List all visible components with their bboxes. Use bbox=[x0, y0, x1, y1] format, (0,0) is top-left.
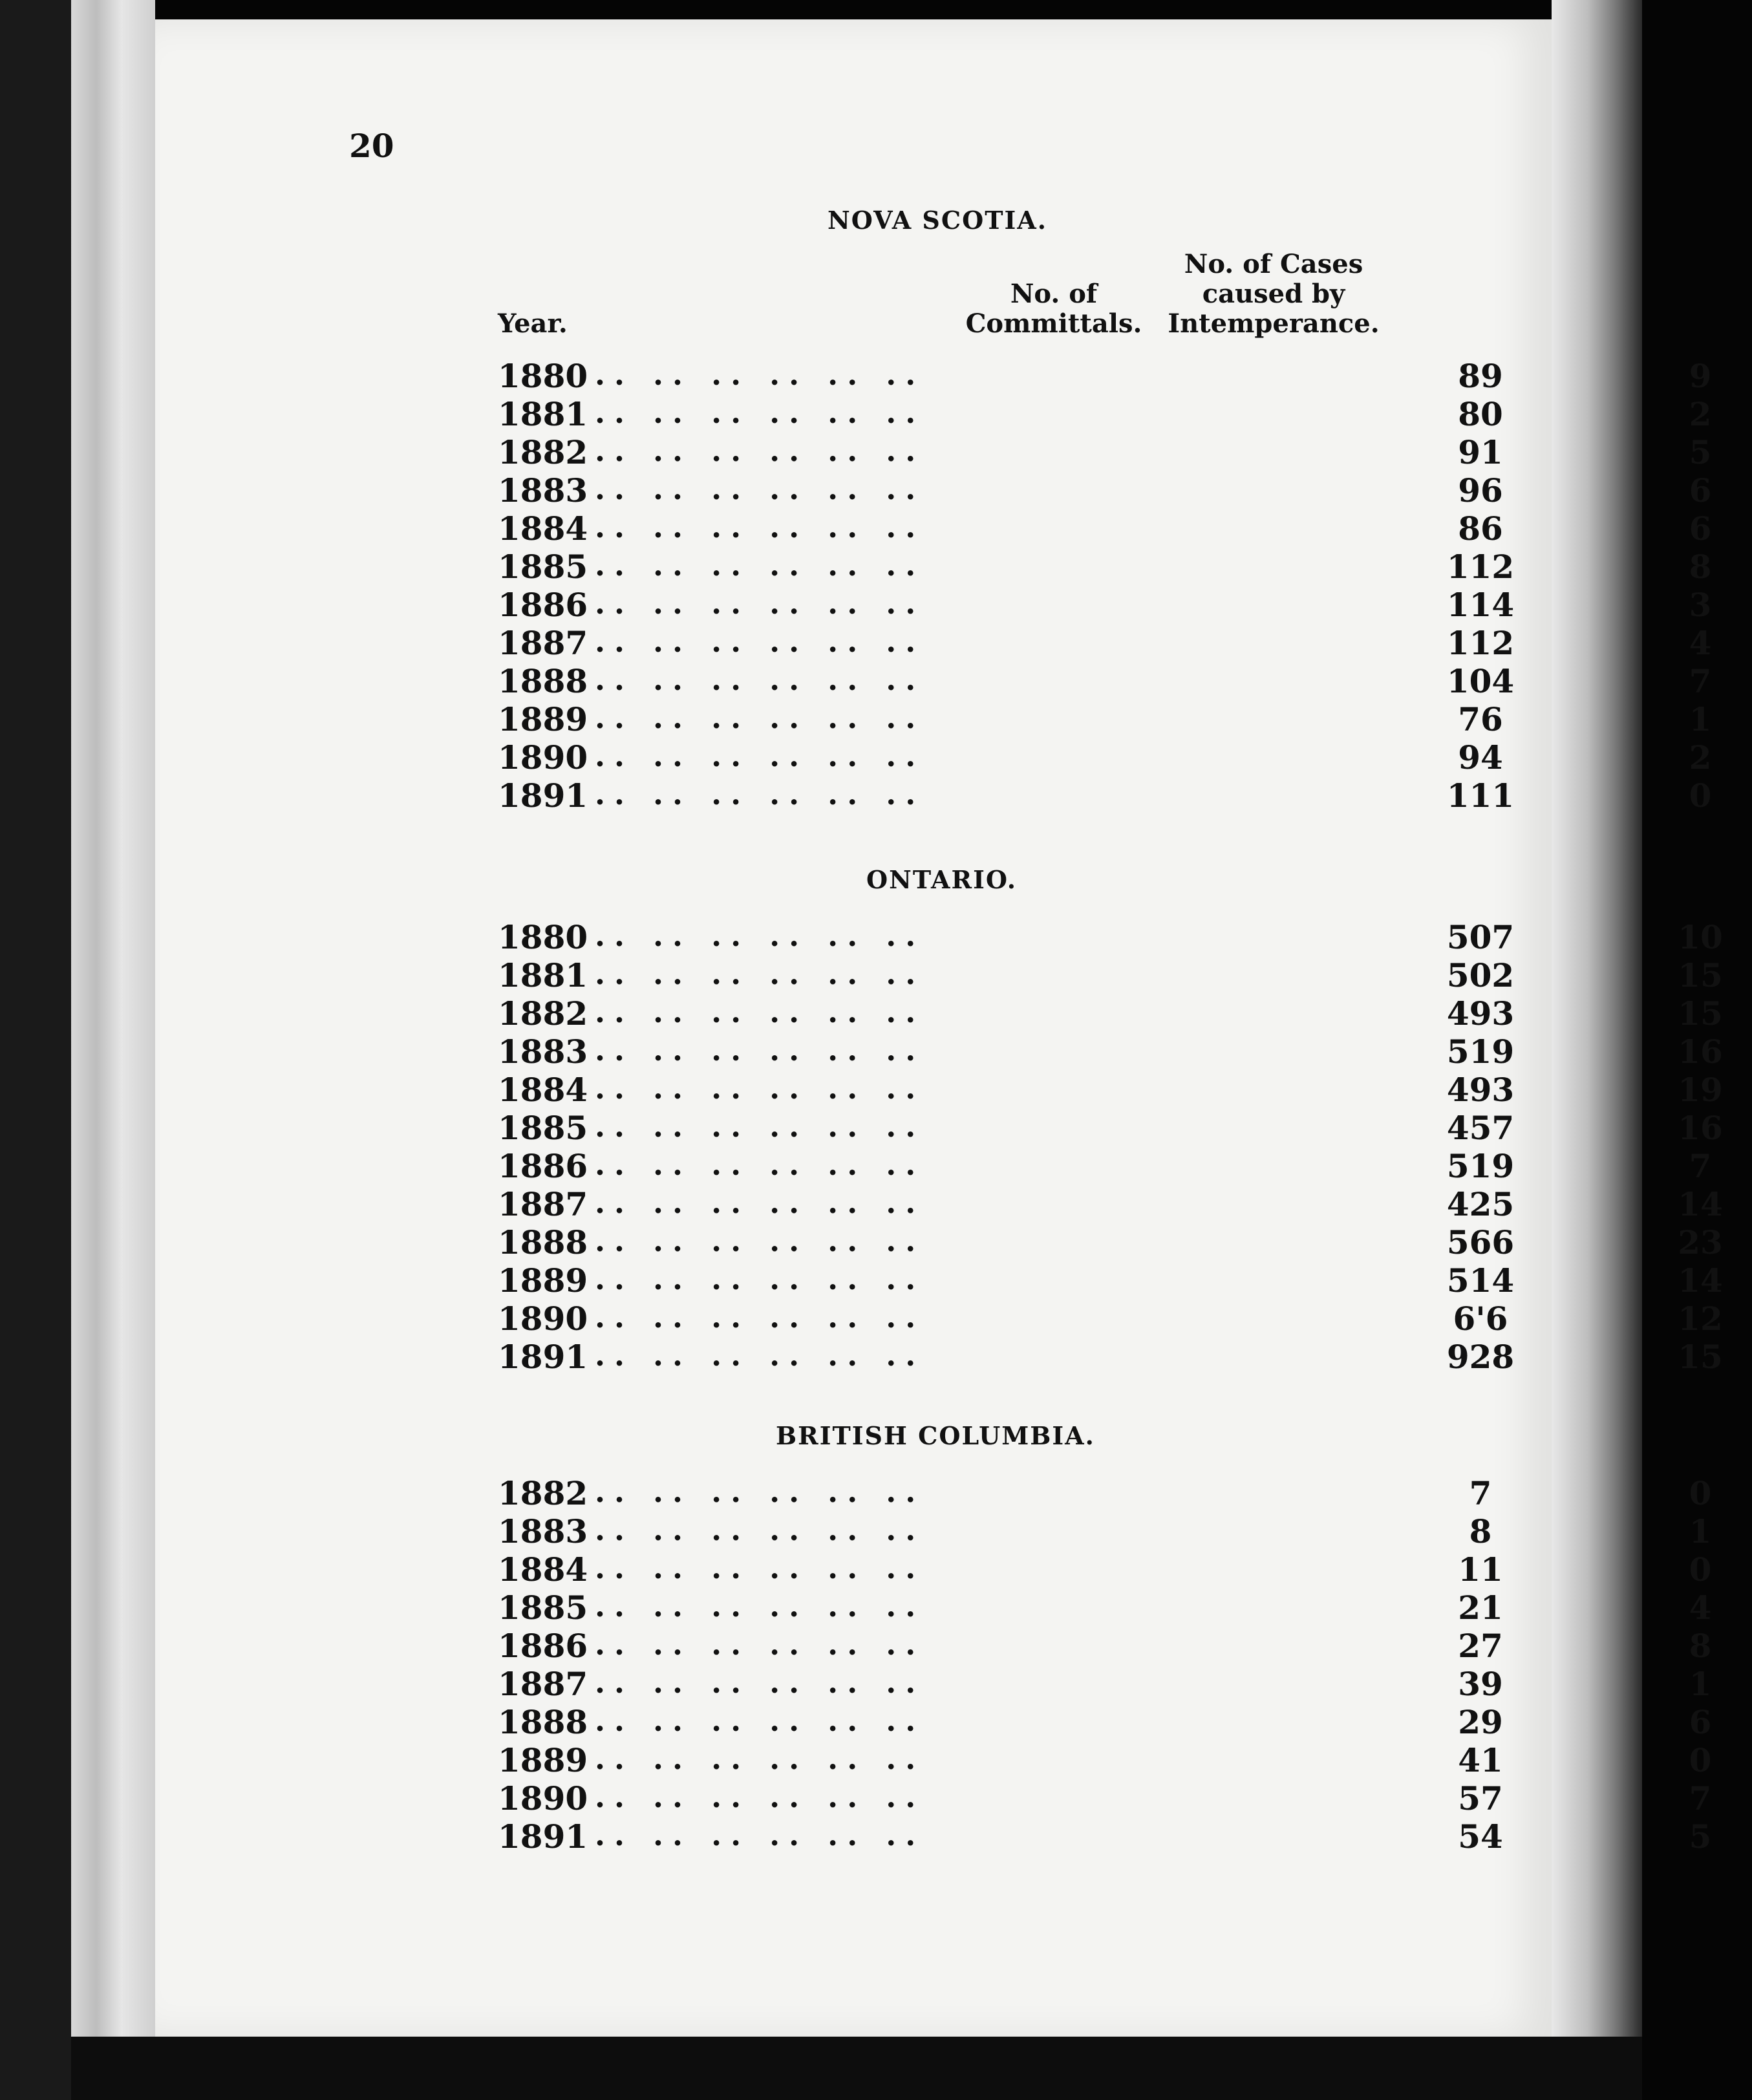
row-leader-dots: .. .. .. .. .. .. bbox=[595, 1033, 925, 1067]
header-committals-line2: Committals. bbox=[965, 308, 1142, 339]
row-leader-dots: .. .. .. .. .. .. bbox=[595, 586, 925, 621]
row-cases: 15 bbox=[1678, 994, 1723, 1033]
row-leader-dots: .. .. .. .. .. .. bbox=[595, 918, 925, 953]
row-committals: 54 bbox=[1458, 1817, 1503, 1856]
row-year: 1891 bbox=[498, 777, 588, 815]
row-leader-dots: .. .. .. .. .. .. bbox=[595, 1589, 925, 1623]
row-cases: 6 bbox=[1689, 509, 1712, 548]
page-edges-stack bbox=[71, 0, 155, 2100]
row-leader-dots: .. .. .. .. .. .. bbox=[595, 777, 925, 811]
row-committals: 104 bbox=[1446, 662, 1515, 700]
row-cases: 6 bbox=[1689, 1703, 1712, 1741]
row-year: 1881 bbox=[498, 956, 588, 994]
row-year: 1880 bbox=[498, 357, 588, 395]
row-committals: 86 bbox=[1458, 509, 1503, 548]
row-committals: 76 bbox=[1458, 700, 1503, 738]
row-leader-dots: .. .. .. .. .. .. bbox=[595, 357, 925, 392]
row-committals: 114 bbox=[1446, 586, 1515, 624]
header-year-label: Year. bbox=[498, 308, 568, 339]
row-cases: 8 bbox=[1689, 548, 1712, 586]
row-committals: 21 bbox=[1458, 1589, 1503, 1627]
header-committals-line1: No. of bbox=[1010, 279, 1098, 309]
row-year: 1882 bbox=[498, 994, 588, 1033]
row-committals: 8 bbox=[1469, 1512, 1492, 1550]
row-committals: 425 bbox=[1446, 1185, 1515, 1223]
row-leader-dots: .. .. .. .. .. .. bbox=[595, 1474, 925, 1509]
row-leader-dots: .. .. .. .. .. .. bbox=[595, 624, 925, 659]
row-committals: 493 bbox=[1446, 994, 1515, 1033]
row-year: 1885 bbox=[498, 1589, 588, 1627]
row-committals: 502 bbox=[1446, 956, 1515, 994]
row-year: 1886 bbox=[498, 1627, 588, 1665]
row-year: 1888 bbox=[498, 1223, 588, 1261]
row-cases: 2 bbox=[1689, 738, 1712, 777]
row-leader-dots: .. .. .. .. .. .. bbox=[595, 1550, 925, 1585]
row-leader-dots: .. .. .. .. .. .. bbox=[595, 956, 925, 991]
row-leader-dots: .. .. .. .. .. .. bbox=[595, 509, 925, 544]
row-year: 1883 bbox=[498, 471, 588, 509]
row-cases: 14 bbox=[1678, 1185, 1723, 1223]
row-cases: 8 bbox=[1689, 1627, 1712, 1665]
row-year: 1887 bbox=[498, 1185, 588, 1223]
row-cases: 7 bbox=[1689, 1779, 1712, 1817]
row-cases: 10 bbox=[1678, 918, 1723, 956]
header-year bbox=[498, 309, 595, 339]
row-cases: 7 bbox=[1689, 1147, 1712, 1185]
row-committals: 566 bbox=[1446, 1223, 1515, 1261]
row-year: 1885 bbox=[498, 548, 588, 586]
row-year: 1884 bbox=[498, 1071, 588, 1109]
row-leader-dots: .. .. .. .. .. .. bbox=[595, 433, 925, 468]
row-leader-dots: .. .. .. .. .. .. bbox=[595, 1071, 925, 1106]
row-committals: 519 bbox=[1446, 1147, 1515, 1185]
row-year: 1886 bbox=[498, 586, 588, 624]
row-leader-dots: .. .. .. .. .. .. bbox=[595, 1665, 925, 1700]
row-cases: 6 bbox=[1689, 471, 1712, 509]
row-committals: 91 bbox=[1458, 433, 1503, 471]
row-cases: 2 bbox=[1689, 395, 1712, 433]
row-year: 1883 bbox=[498, 1512, 588, 1550]
row-year: 1890 bbox=[498, 1300, 588, 1338]
row-year: 1884 bbox=[498, 509, 588, 548]
row-leader-dots: .. .. .. .. .. .. bbox=[595, 1703, 925, 1738]
row-leader-dots: .. .. .. .. .. .. bbox=[595, 1817, 925, 1852]
row-year: 1889 bbox=[498, 1261, 588, 1300]
section-title-ontario: ONTARIO. bbox=[866, 865, 1017, 894]
header-cases-line3: Intemperance. bbox=[1168, 308, 1380, 339]
row-cases: 19 bbox=[1678, 1071, 1723, 1109]
row-cases: 23 bbox=[1678, 1223, 1723, 1261]
row-committals: 27 bbox=[1458, 1627, 1503, 1665]
row-leader-dots: .. .. .. .. .. .. bbox=[595, 395, 925, 430]
row-committals: 41 bbox=[1458, 1741, 1503, 1779]
row-year: 1881 bbox=[498, 395, 588, 433]
row-cases: 0 bbox=[1689, 1741, 1712, 1779]
row-committals: 39 bbox=[1458, 1665, 1503, 1703]
row-cases: 7 bbox=[1689, 662, 1712, 700]
row-committals: 493 bbox=[1446, 1071, 1515, 1109]
row-committals: 57 bbox=[1458, 1779, 1503, 1817]
row-cases: 5 bbox=[1689, 433, 1712, 471]
row-committals: 519 bbox=[1446, 1033, 1515, 1071]
row-committals: 928 bbox=[1446, 1338, 1515, 1376]
row-committals: 507 bbox=[1446, 918, 1515, 956]
row-cases: 4 bbox=[1689, 624, 1712, 662]
row-cases: 1 bbox=[1689, 700, 1712, 738]
row-year: 1891 bbox=[498, 1817, 588, 1856]
row-cases: 4 bbox=[1689, 1589, 1712, 1627]
row-committals: 514 bbox=[1446, 1261, 1515, 1300]
row-committals: 7 bbox=[1469, 1474, 1492, 1512]
header-committals bbox=[944, 279, 1164, 339]
row-leader-dots: .. .. .. .. .. .. bbox=[595, 1512, 925, 1547]
row-leader-dots: .. .. .. .. .. .. bbox=[595, 1185, 925, 1220]
row-year: 1890 bbox=[498, 738, 588, 777]
row-committals: 89 bbox=[1458, 357, 1503, 395]
row-year: 1882 bbox=[498, 1474, 588, 1512]
row-year: 1886 bbox=[498, 1147, 588, 1185]
row-cases: 16 bbox=[1678, 1033, 1723, 1071]
scan-bottom-margin bbox=[71, 2037, 1642, 2100]
row-cases: 15 bbox=[1678, 956, 1723, 994]
row-cases: 9 bbox=[1689, 357, 1712, 395]
row-leader-dots: .. .. .. .. .. .. bbox=[595, 1338, 925, 1373]
row-leader-dots: .. .. .. .. .. .. bbox=[595, 700, 925, 735]
row-leader-dots: .. .. .. .. .. .. bbox=[595, 1147, 925, 1182]
row-cases: 5 bbox=[1689, 1817, 1712, 1856]
row-year: 1887 bbox=[498, 624, 588, 662]
row-year: 1887 bbox=[498, 1665, 588, 1703]
row-cases: 0 bbox=[1689, 777, 1712, 815]
header-cases-line1: No. of Cases bbox=[1184, 249, 1363, 279]
row-year: 1880 bbox=[498, 918, 588, 956]
row-year: 1883 bbox=[498, 1033, 588, 1071]
row-cases: 0 bbox=[1689, 1550, 1712, 1589]
row-year: 1888 bbox=[498, 662, 588, 700]
row-committals: 111 bbox=[1446, 777, 1515, 815]
row-committals: 96 bbox=[1458, 471, 1503, 509]
row-leader-dots: .. .. .. .. .. .. bbox=[595, 738, 925, 773]
row-leader-dots: .. .. .. .. .. .. bbox=[595, 1223, 925, 1258]
header-cases bbox=[1157, 250, 1390, 339]
row-committals: 112 bbox=[1446, 624, 1515, 662]
row-committals: 29 bbox=[1458, 1703, 1503, 1741]
row-cases: 14 bbox=[1678, 1261, 1723, 1300]
row-year: 1882 bbox=[498, 433, 588, 471]
row-cases: 0 bbox=[1689, 1474, 1712, 1512]
row-cases: 15 bbox=[1678, 1338, 1723, 1376]
row-committals: 11 bbox=[1458, 1550, 1503, 1589]
row-year: 1888 bbox=[498, 1703, 588, 1741]
row-cases: 12 bbox=[1678, 1300, 1723, 1338]
page-number: 20 bbox=[349, 127, 394, 165]
scan-left-margin bbox=[0, 0, 71, 2100]
row-leader-dots: .. .. .. .. .. .. bbox=[595, 1779, 925, 1814]
row-leader-dots: .. .. .. .. .. .. bbox=[595, 1261, 925, 1296]
row-committals: 112 bbox=[1446, 548, 1515, 586]
header-cases-line2: caused by bbox=[1202, 279, 1345, 309]
row-year: 1884 bbox=[498, 1550, 588, 1589]
row-year: 1889 bbox=[498, 1741, 588, 1779]
row-cases: 3 bbox=[1689, 586, 1712, 624]
row-year: 1890 bbox=[498, 1779, 588, 1817]
row-cases: 16 bbox=[1678, 1109, 1723, 1147]
section-title-nova-scotia: NOVA SCOTIA. bbox=[828, 206, 1047, 235]
row-year: 1889 bbox=[498, 700, 588, 738]
row-leader-dots: .. .. .. .. .. .. bbox=[595, 994, 925, 1029]
row-committals: 80 bbox=[1458, 395, 1503, 433]
row-year: 1891 bbox=[498, 1338, 588, 1376]
row-leader-dots: .. .. .. .. .. .. bbox=[595, 548, 925, 583]
row-leader-dots: .. .. .. .. .. .. bbox=[595, 1109, 925, 1144]
row-committals: 457 bbox=[1446, 1109, 1515, 1147]
row-cases: 1 bbox=[1689, 1665, 1712, 1703]
row-committals: 94 bbox=[1458, 738, 1503, 777]
row-leader-dots: .. .. .. .. .. .. bbox=[595, 1741, 925, 1776]
row-leader-dots: .. .. .. .. .. .. bbox=[595, 662, 925, 697]
row-committals: 6'6 bbox=[1453, 1300, 1508, 1338]
row-leader-dots: .. .. .. .. .. .. bbox=[595, 1627, 925, 1662]
row-cases: 1 bbox=[1689, 1512, 1712, 1550]
row-leader-dots: .. .. .. .. .. .. bbox=[595, 471, 925, 506]
row-leader-dots: .. .. .. .. .. .. bbox=[595, 1300, 925, 1334]
section-title-british-columbia: BRITISH COLUMBIA. bbox=[776, 1421, 1095, 1450]
row-year: 1885 bbox=[498, 1109, 588, 1147]
